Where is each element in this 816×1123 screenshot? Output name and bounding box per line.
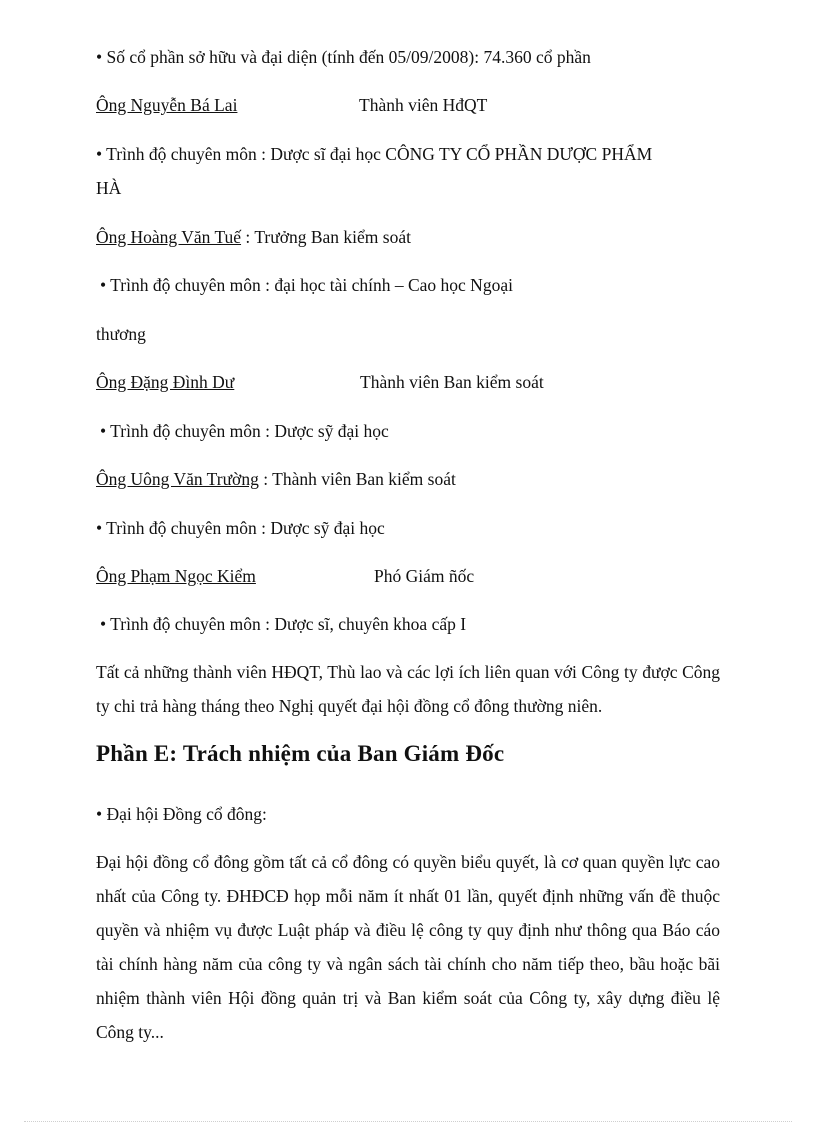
member-role: Thành viên HđQT [359, 95, 488, 115]
member-name: Ông Đặng Đình Dư [96, 372, 235, 392]
member-role: Phó Giám ñốc [374, 566, 475, 586]
qualification-line-continued: thương [96, 324, 146, 344]
member-name: Ông Uông Văn Trường [96, 469, 259, 489]
page-bottom-divider [24, 1121, 792, 1122]
member-role: Thành viên Ban kiểm soát [360, 372, 544, 392]
member-name: Ông Phạm Ngọc Kiểm [96, 566, 256, 586]
member-role: : Trưởng Ban kiểm soát [241, 227, 411, 247]
agm-bullet: • Đại hội Đồng cổ đông: [96, 804, 267, 824]
qualification-line-continued: HÀ [96, 178, 122, 198]
section-heading: Phần E: Trách nhiệm của Ban Giám Đốc [96, 741, 505, 766]
qualification-line: • Trình độ chuyên môn : Dược sỹ đại học [96, 518, 385, 538]
member-name: Ông Hoàng Văn Tuế [96, 227, 242, 247]
member-role: : Thành viên Ban kiểm soát [258, 469, 456, 489]
member-row [96, 467, 456, 491]
member-name: Ông Nguyễn Bá Lai [96, 95, 238, 115]
member-row [96, 564, 256, 588]
shares-line: • Số cổ phần sở hữu và đại diện (tính đến 05/09/2008): 74.360 cổ phần [96, 47, 591, 67]
member-row [96, 93, 237, 117]
qualification-line: • Trình độ chuyên môn : Dược sĩ đại học CÔNG TY CỔ PHẦN DƯỢC PHẨM [96, 144, 653, 164]
remuneration-paragraph: Tất cả những thành viên HĐQT, Thù lao và các lợi ích liên quan với Công ty được Công ty chi trả hàng tháng theo Nghị quyết đại hội đồng cổ đông thường niên. [96, 662, 720, 716]
agm-paragraph: Đại hội đồng cổ đông gồm tất cả cổ đông có quyền biểu quyết, là cơ quan quyền lực cao nhất của Công ty. ĐHĐCĐ họp mỗi năm ít nhất 01 lần, quyết định những vấn đề thuộc quyền và nhiệm vụ được Luật pháp và điều lệ công ty quy định như thông qua Báo cáo tài chính hàng năm của công ty và ngân sách tài chính cho năm tiếp theo, bầu hoặc bãi nhiệm thành viên Hội đồng quản trị và Ban kiểm soát của Công ty, xây dựng điều lệ Công ty... [96, 852, 720, 1042]
qualification-line: • Trình độ chuyên môn : Dược sĩ, chuyên khoa cấp I [100, 614, 467, 634]
qualification-line: • Trình độ chuyên môn : Dược sỹ đại học [100, 421, 389, 441]
qualification-line: • Trình độ chuyên môn : đại học tài chính – Cao học Ngoại [100, 275, 513, 295]
member-row [96, 225, 411, 249]
member-row [96, 370, 234, 394]
